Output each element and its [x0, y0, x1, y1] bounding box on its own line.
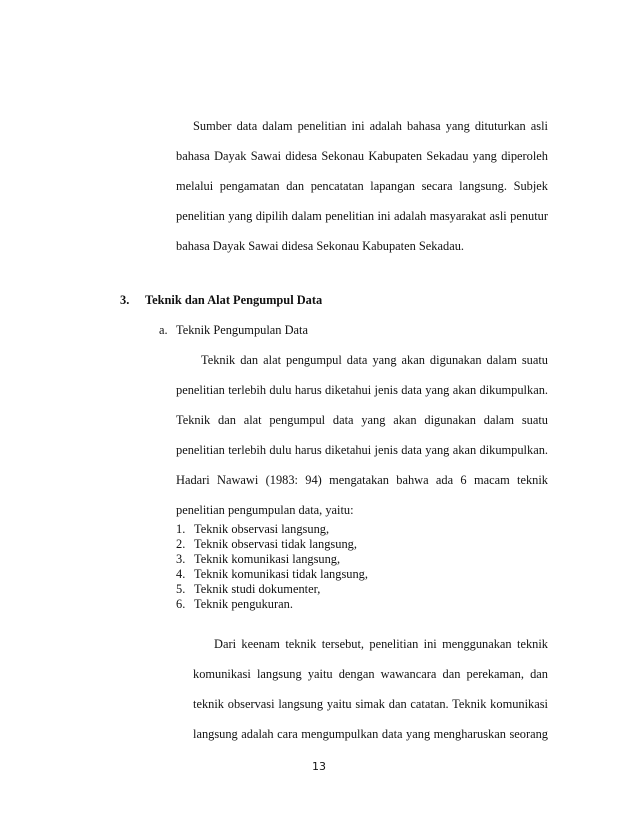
list-item-number: 2. — [176, 537, 186, 551]
paragraph-2-line-4: penelitian terlebih dulu harus diketahui jenis data yang akan dikumpulkan. — [176, 443, 548, 457]
paragraph-1-line-4: penelitian yang dipilih dalam penelitian ini adalah masyarakat asli penutur — [176, 209, 548, 223]
paragraph-2-line-5: Hadari Nawawi (1983: 94) mengatakan bahwa ada 6 macam teknik — [176, 473, 548, 487]
paragraph-1-line-3: melalui pengamatan dan pencatatan lapangan secara langsung. Subjek — [176, 179, 548, 193]
list-item-number: 6. — [176, 597, 186, 611]
paragraph-2-line-3: Teknik dan alat pengumpul data yang akan digunakan dalam suatu — [176, 413, 548, 427]
paragraph-3-line-2: komunikasi langsung yaitu dengan wawancara dan perekaman, dan — [193, 667, 548, 681]
paragraph-1-line-2: bahasa Dayak Sawai didesa Sekonau Kabupaten Sekadau yang diperoleh — [176, 149, 548, 163]
list-item-text: Teknik pengukuran. — [194, 597, 293, 611]
paragraph-1-line-5: bahasa Dayak Sawai didesa Sekonau Kabupaten Sekadau. — [176, 239, 464, 253]
subsection-title: Teknik Pengumpulan Data — [176, 323, 308, 337]
paragraph-1-line-1: Sumber data dalam penelitian ini adalah bahasa yang dituturkan asli — [193, 119, 548, 133]
paragraph-3-line-3: teknik observasi langsung yaitu simak dan catatan. Teknik komunikasi — [193, 697, 548, 711]
list-item-number: 1. — [176, 522, 186, 536]
paragraph-3-line-1: Dari keenam teknik tersebut, penelitian ini menggunakan teknik — [214, 637, 548, 651]
page-number: 13 — [312, 760, 326, 773]
paragraph-2-line-2: penelitian terlebih dulu harus diketahui jenis data yang akan dikumpulkan. — [176, 383, 548, 397]
list-item-text: Teknik komunikasi langsung, — [194, 552, 341, 566]
list-item-text: Teknik observasi tidak langsung, — [194, 537, 357, 551]
section-number: 3. — [120, 293, 130, 307]
list-item-number: 5. — [176, 582, 186, 596]
subsection-label: a. — [159, 323, 168, 337]
list-item-number: 3. — [176, 552, 186, 566]
section-title: Teknik dan Alat Pengumpul Data — [145, 293, 323, 307]
list-item-text: Teknik komunikasi tidak langsung, — [194, 567, 368, 581]
list-item-number: 4. — [176, 567, 186, 581]
paragraph-2-line-6: penelitian pengumpulan data, yaitu: — [176, 503, 354, 517]
paragraph-3-line-4: langsung adalah cara mengumpulkan data yang mengharuskan seorang — [193, 727, 548, 741]
list-item-text: Teknik studi dokumenter, — [194, 582, 321, 596]
paragraph-2-line-1: Teknik dan alat pengumpul data yang akan digunakan dalam suatu — [201, 353, 548, 367]
list-item-text: Teknik observasi langsung, — [194, 522, 330, 536]
